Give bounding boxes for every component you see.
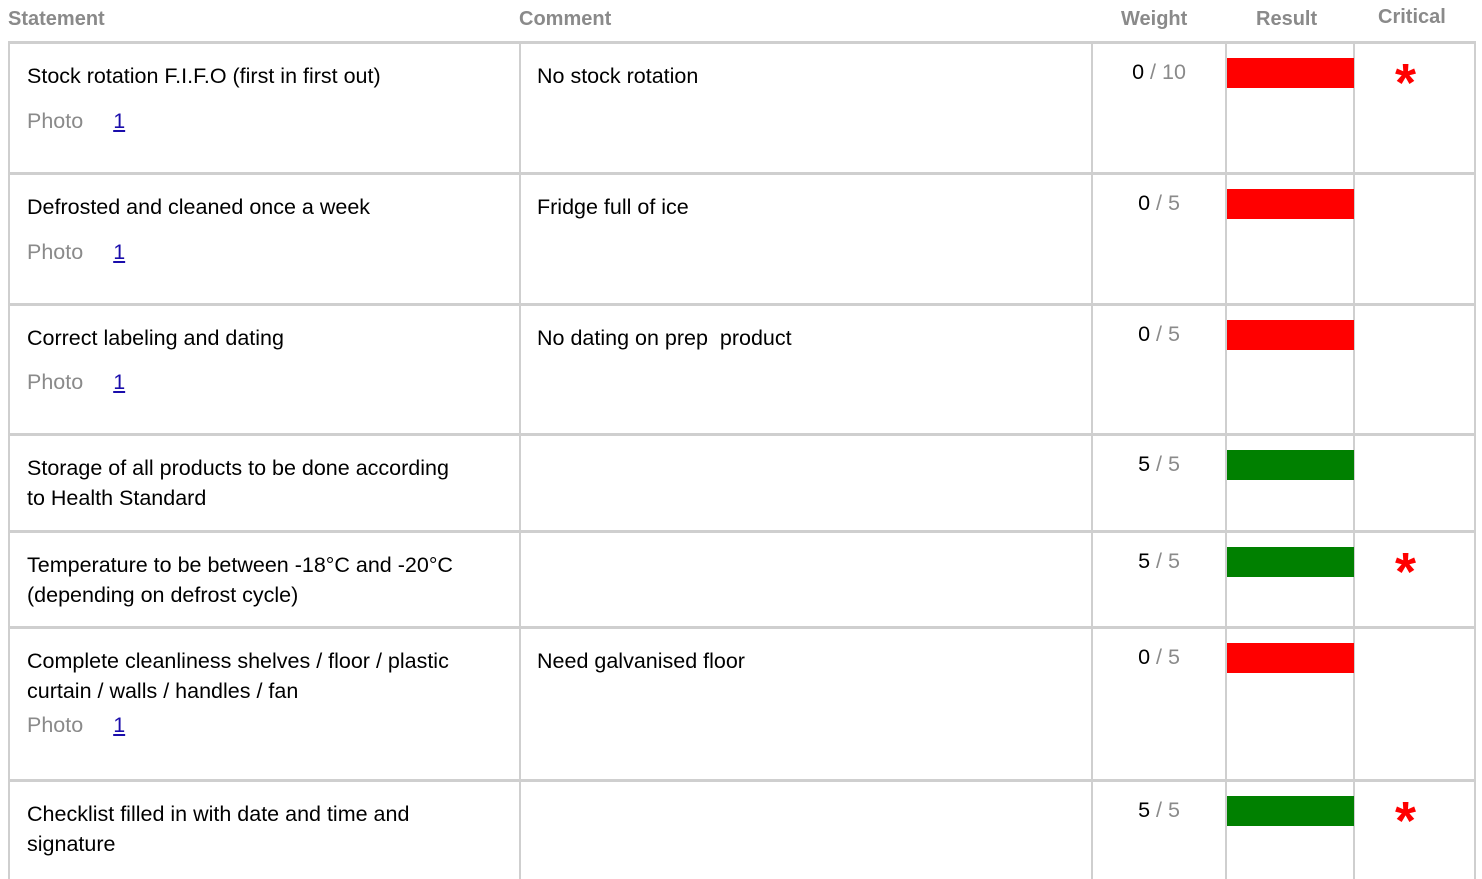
weight-score: 5 [1138, 549, 1151, 573]
weight-value [1093, 60, 1225, 85]
weight-value [1093, 322, 1225, 347]
table-row [8, 433, 1476, 530]
photo-link[interactable]: 1 [113, 370, 126, 394]
header-weight: Weight [1121, 8, 1188, 30]
statement-text: Temperature to be between -18°C and -20°C (depending on defrost cycle) [27, 553, 453, 607]
table-row [8, 172, 1476, 303]
weight-score: 0 [1132, 60, 1145, 84]
weight-value [1093, 798, 1225, 823]
statement-cell [10, 629, 521, 779]
result-pass-bar [1227, 450, 1354, 480]
weight-value [1093, 452, 1225, 477]
header-comment: Comment [519, 8, 612, 30]
weight-max: 5 [1167, 322, 1180, 346]
photo-row [27, 109, 129, 134]
statement-cell [10, 533, 521, 626]
statement-cell [10, 44, 521, 172]
photo-link[interactable]: 1 [113, 240, 126, 264]
weight-separator: / [1150, 322, 1168, 346]
critical-cell [1355, 44, 1474, 172]
weight-cell [1093, 436, 1227, 530]
table-row [8, 626, 1476, 779]
weight-separator: / [1150, 549, 1168, 573]
weight-cell [1093, 175, 1227, 303]
comment-cell [521, 533, 1093, 626]
comment-text: No stock rotation [537, 64, 699, 88]
photo-label: Photo [27, 109, 84, 133]
photo-row [27, 370, 129, 395]
weight-separator: / [1150, 191, 1168, 215]
weight-score: 0 [1138, 191, 1151, 215]
comment-cell [521, 306, 1093, 433]
weight-score: 0 [1138, 322, 1151, 346]
comment-text: No dating on prep product [537, 326, 792, 350]
critical-cell [1355, 306, 1474, 433]
weight-value [1093, 645, 1225, 670]
weight-separator: / [1150, 645, 1168, 669]
result-fail-bar [1227, 320, 1354, 350]
weight-value [1093, 549, 1225, 574]
result-cell [1227, 629, 1355, 779]
critical-cell [1355, 629, 1474, 779]
statement-text: Complete cleanliness shelves / floor / plastic curtain / walls / handles / fan [27, 649, 449, 703]
critical-cell [1355, 175, 1474, 303]
photo-label: Photo [27, 240, 84, 264]
statement-text: Storage of all products to be done according to Health Standard [27, 456, 449, 510]
photo-row [27, 713, 129, 738]
weight-cell [1093, 533, 1227, 626]
statement-text: Defrosted and cleaned once a week [27, 195, 371, 219]
result-cell [1227, 436, 1355, 530]
critical-cell [1355, 436, 1474, 530]
result-fail-bar [1227, 189, 1354, 219]
critical-asterisk-icon: * [1395, 542, 1417, 602]
table-row [8, 779, 1476, 879]
result-cell [1227, 175, 1355, 303]
critical-cell [1355, 782, 1474, 879]
statement-cell [10, 782, 521, 879]
comment-cell [521, 44, 1093, 172]
photo-link[interactable]: 1 [113, 713, 126, 737]
critical-cell [1355, 533, 1474, 626]
result-cell [1227, 782, 1355, 879]
weight-separator: / [1150, 798, 1168, 822]
weight-value [1093, 191, 1225, 216]
statement-cell [10, 175, 521, 303]
result-cell [1227, 533, 1355, 626]
statement-text: Checklist filled in with date and time and signature [27, 802, 410, 856]
result-pass-bar [1227, 796, 1354, 826]
photo-link[interactable]: 1 [113, 109, 126, 133]
photo-label: Photo [27, 713, 84, 737]
weight-separator: / [1144, 60, 1162, 84]
result-cell [1227, 306, 1355, 433]
statement-text: Stock rotation F.I.F.O (first in first out) [27, 64, 381, 88]
statement-text: Correct labeling and dating [27, 326, 284, 350]
weight-cell [1093, 629, 1227, 779]
critical-asterisk-icon: * [1395, 791, 1417, 851]
weight-cell [1093, 44, 1227, 172]
table-row [8, 530, 1476, 626]
comment-cell [521, 175, 1093, 303]
table-row [8, 303, 1476, 433]
result-cell [1227, 44, 1355, 172]
weight-cell [1093, 306, 1227, 433]
result-fail-bar [1227, 58, 1354, 88]
weight-max: 5 [1167, 452, 1180, 476]
header-critical: Critical [1378, 6, 1446, 28]
comment-cell [521, 782, 1093, 879]
weight-score: 5 [1138, 452, 1151, 476]
comment-text: Fridge full of ice [537, 195, 689, 219]
statement-cell [10, 306, 521, 433]
weight-max: 5 [1167, 191, 1180, 215]
audit-table-body [8, 41, 1476, 879]
result-fail-bar [1227, 643, 1354, 673]
weight-max: 10 [1161, 60, 1186, 84]
weight-score: 5 [1138, 798, 1151, 822]
weight-separator: / [1150, 452, 1168, 476]
table-header [0, 0, 1482, 40]
weight-score: 0 [1138, 645, 1151, 669]
weight-max: 5 [1167, 645, 1180, 669]
weight-max: 5 [1167, 549, 1180, 573]
result-pass-bar [1227, 547, 1354, 577]
header-result: Result [1256, 8, 1318, 30]
comment-text: Need galvanised floor [537, 649, 745, 673]
comment-cell [521, 629, 1093, 779]
header-statement: Statement [8, 8, 105, 30]
critical-asterisk-icon: * [1395, 53, 1417, 113]
statement-cell [10, 436, 521, 530]
table-row [8, 41, 1476, 172]
photo-label: Photo [27, 370, 84, 394]
comment-cell [521, 436, 1093, 530]
weight-cell [1093, 782, 1227, 879]
weight-max: 5 [1167, 798, 1180, 822]
photo-row [27, 240, 129, 265]
